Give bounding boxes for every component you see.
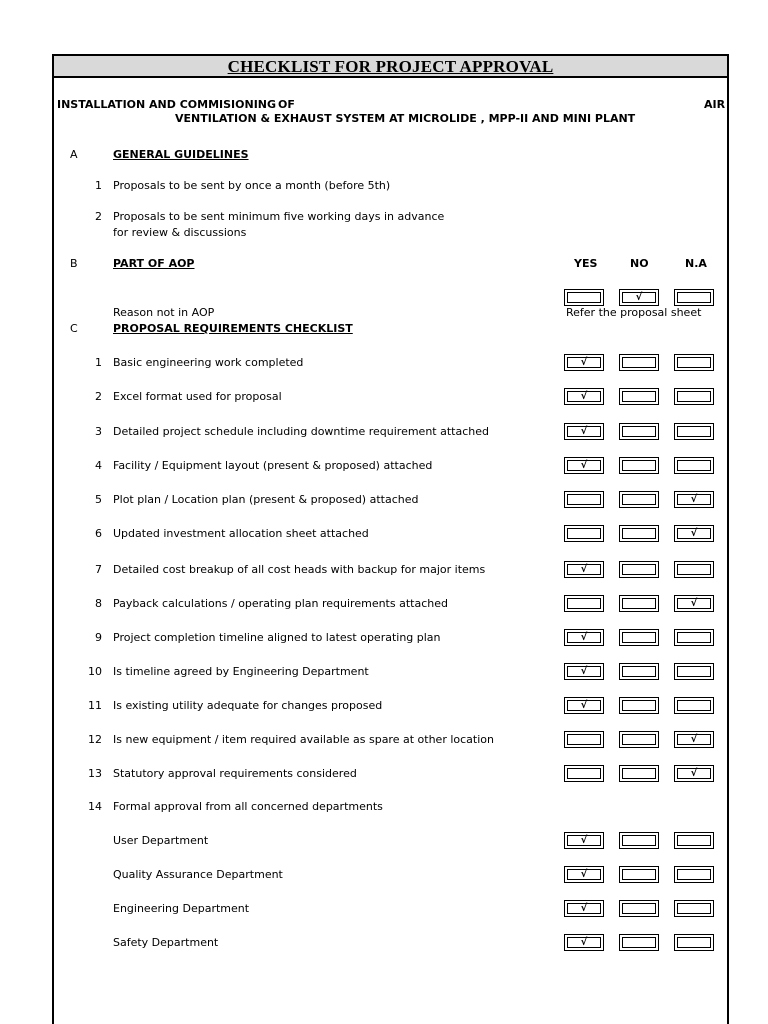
aop-no-checkbox[interactable] (619, 289, 659, 306)
item-number: 14 (88, 800, 102, 813)
check-mark: √ (580, 426, 588, 437)
check-mark: √ (690, 598, 698, 609)
department-4-yes-checkbox[interactable] (564, 934, 604, 951)
column-header-no: NO (630, 257, 649, 270)
item-8-no-checkbox[interactable] (619, 595, 659, 612)
section-b-letter: B (70, 257, 78, 270)
section-a-item-number: 1 (95, 179, 102, 192)
item-number: 4 (95, 459, 102, 472)
section-a-item-text: Proposals to be sent by once a month (before 5th) (113, 179, 391, 192)
item-number: 2 (95, 390, 102, 403)
section-a-item-text: Proposals to be sent minimum five working days in advance (113, 210, 445, 223)
item-4-na-checkbox[interactable] (674, 457, 714, 474)
item-text: Is existing utility adequate for changes proposed (113, 699, 383, 712)
check-mark: √ (580, 564, 588, 575)
check-mark: √ (580, 835, 588, 846)
item-11-no-checkbox[interactable] (619, 697, 659, 714)
item-11-yes-checkbox[interactable] (564, 697, 604, 714)
aop-yes-checkbox[interactable] (564, 289, 604, 306)
item-13-no-checkbox[interactable] (619, 765, 659, 782)
item-10-no-checkbox[interactable] (619, 663, 659, 680)
section-c-letter: C (70, 322, 78, 335)
department-4-na-checkbox[interactable] (674, 934, 714, 951)
item-2-no-checkbox[interactable] (619, 388, 659, 405)
item-3-na-checkbox[interactable] (674, 423, 714, 440)
check-mark: √ (635, 292, 643, 303)
check-mark: √ (580, 632, 588, 643)
item-1-no-checkbox[interactable] (619, 354, 659, 371)
item-9-no-checkbox[interactable] (619, 629, 659, 646)
department-text: Engineering Department (113, 902, 250, 915)
section-a-item-text-continued: for review & discussions (113, 226, 247, 239)
item-number: 13 (88, 767, 102, 780)
check-mark: √ (580, 357, 588, 368)
department-3-na-checkbox[interactable] (674, 900, 714, 917)
item-10-na-checkbox[interactable] (674, 663, 714, 680)
check-mark: √ (580, 869, 588, 880)
department-2-na-checkbox[interactable] (674, 866, 714, 883)
check-mark: √ (690, 768, 698, 779)
item-text: Excel format used for proposal (113, 390, 282, 403)
item-3-no-checkbox[interactable] (619, 423, 659, 440)
item-7-yes-checkbox[interactable] (564, 561, 604, 578)
department-1-na-checkbox[interactable] (674, 832, 714, 849)
item-11-na-checkbox[interactable] (674, 697, 714, 714)
item-text: Statutory approval requirements considered (113, 767, 357, 780)
department-4-no-checkbox[interactable] (619, 934, 659, 951)
section-b-heading: PART OF AOP (113, 257, 195, 270)
item-12-no-checkbox[interactable] (619, 731, 659, 748)
item-5-no-checkbox[interactable] (619, 491, 659, 508)
item-4-no-checkbox[interactable] (619, 457, 659, 474)
item-8-na-checkbox[interactable] (674, 595, 714, 612)
item-number: 5 (95, 493, 102, 506)
aop-na-checkbox[interactable] (674, 289, 714, 306)
section-a-item-number: 2 (95, 210, 102, 223)
column-header-na: N.A (685, 257, 707, 270)
section-c-heading: PROPOSAL REQUIREMENTS CHECKLIST (113, 322, 353, 335)
item-number: 3 (95, 425, 102, 438)
check-mark: √ (580, 700, 588, 711)
section-a-heading: GENERAL GUIDELINES (113, 148, 249, 161)
item-number: 12 (88, 733, 102, 746)
item-text: Payback calculations / operating plan requirements attached (113, 597, 448, 610)
item-text: Formal approval from all concerned departments (113, 800, 383, 813)
item-1-yes-checkbox[interactable] (564, 354, 604, 371)
item-4-yes-checkbox[interactable] (564, 457, 604, 474)
item-text: Detailed cost breakup of all cost heads with backup for major items (113, 563, 486, 576)
header-line1-left: INSTALLATION AND COMMISIONING (57, 98, 277, 111)
item-text: Is timeline agreed by Engineering Department (113, 665, 369, 678)
department-text: User Department (113, 834, 209, 847)
item-8-yes-checkbox[interactable] (564, 595, 604, 612)
item-number: 8 (95, 597, 102, 610)
department-2-yes-checkbox[interactable] (564, 866, 604, 883)
item-6-na-checkbox[interactable] (674, 525, 714, 542)
item-7-na-checkbox[interactable] (674, 561, 714, 578)
item-6-yes-checkbox[interactable] (564, 525, 604, 542)
department-1-no-checkbox[interactable] (619, 832, 659, 849)
reason-value: Refer the proposal sheet (566, 306, 702, 319)
item-2-na-checkbox[interactable] (674, 388, 714, 405)
check-mark: √ (580, 391, 588, 402)
item-number: 10 (88, 665, 102, 678)
check-mark: √ (690, 494, 698, 505)
check-mark: √ (690, 528, 698, 539)
column-header-yes: YES (574, 257, 598, 270)
item-7-no-checkbox[interactable] (619, 561, 659, 578)
check-mark: √ (690, 734, 698, 745)
section-a-letter: A (70, 148, 78, 161)
item-text: Is new equipment / item required available as spare at other location (113, 733, 494, 746)
check-mark: √ (580, 666, 588, 677)
item-2-yes-checkbox[interactable] (564, 388, 604, 405)
item-13-na-checkbox[interactable] (674, 765, 714, 782)
check-mark: √ (580, 903, 588, 914)
title-bar (54, 56, 727, 78)
item-number: 6 (95, 527, 102, 540)
item-9-na-checkbox[interactable] (674, 629, 714, 646)
department-1-yes-checkbox[interactable] (564, 832, 604, 849)
item-text: Project completion timeline aligned to latest operating plan (113, 631, 441, 644)
item-5-na-checkbox[interactable] (674, 491, 714, 508)
item-6-no-checkbox[interactable] (619, 525, 659, 542)
header-line2: VENTILATION & EXHAUST SYSTEM AT MICROLIDE , MPP-II AND MINI PLANT (175, 112, 636, 125)
department-text: Quality Assurance Department (113, 868, 283, 881)
item-10-yes-checkbox[interactable] (564, 663, 604, 680)
item-number: 7 (95, 563, 102, 576)
item-text: Detailed project schedule including downtime requirement attached (113, 425, 489, 438)
department-3-no-checkbox[interactable] (619, 900, 659, 917)
header-line1-of: OF (278, 98, 295, 111)
item-text: Facility / Equipment layout (present & proposed) attached (113, 459, 433, 472)
item-9-yes-checkbox[interactable] (564, 629, 604, 646)
item-number: 11 (88, 699, 102, 712)
item-12-yes-checkbox[interactable] (564, 731, 604, 748)
department-3-yes-checkbox[interactable] (564, 900, 604, 917)
item-text: Updated investment allocation sheet attached (113, 527, 369, 540)
item-number: 9 (95, 631, 102, 644)
department-2-no-checkbox[interactable] (619, 866, 659, 883)
item-number: 1 (95, 356, 102, 369)
reason-label: Reason not in AOP (113, 306, 215, 319)
department-text: Safety Department (113, 936, 219, 949)
item-13-yes-checkbox[interactable] (564, 765, 604, 782)
item-text: Basic engineering work completed (113, 356, 304, 369)
document-title: CHECKLIST FOR PROJECT APPROVAL (227, 57, 554, 76)
item-text: Plot plan / Location plan (present & proposed) attached (113, 493, 419, 506)
item-3-yes-checkbox[interactable] (564, 423, 604, 440)
item-5-yes-checkbox[interactable] (564, 491, 604, 508)
check-mark: √ (580, 937, 588, 948)
item-12-na-checkbox[interactable] (674, 731, 714, 748)
check-mark: √ (580, 460, 588, 471)
header-line1-right: AIR (704, 98, 726, 111)
item-1-na-checkbox[interactable] (674, 354, 714, 371)
